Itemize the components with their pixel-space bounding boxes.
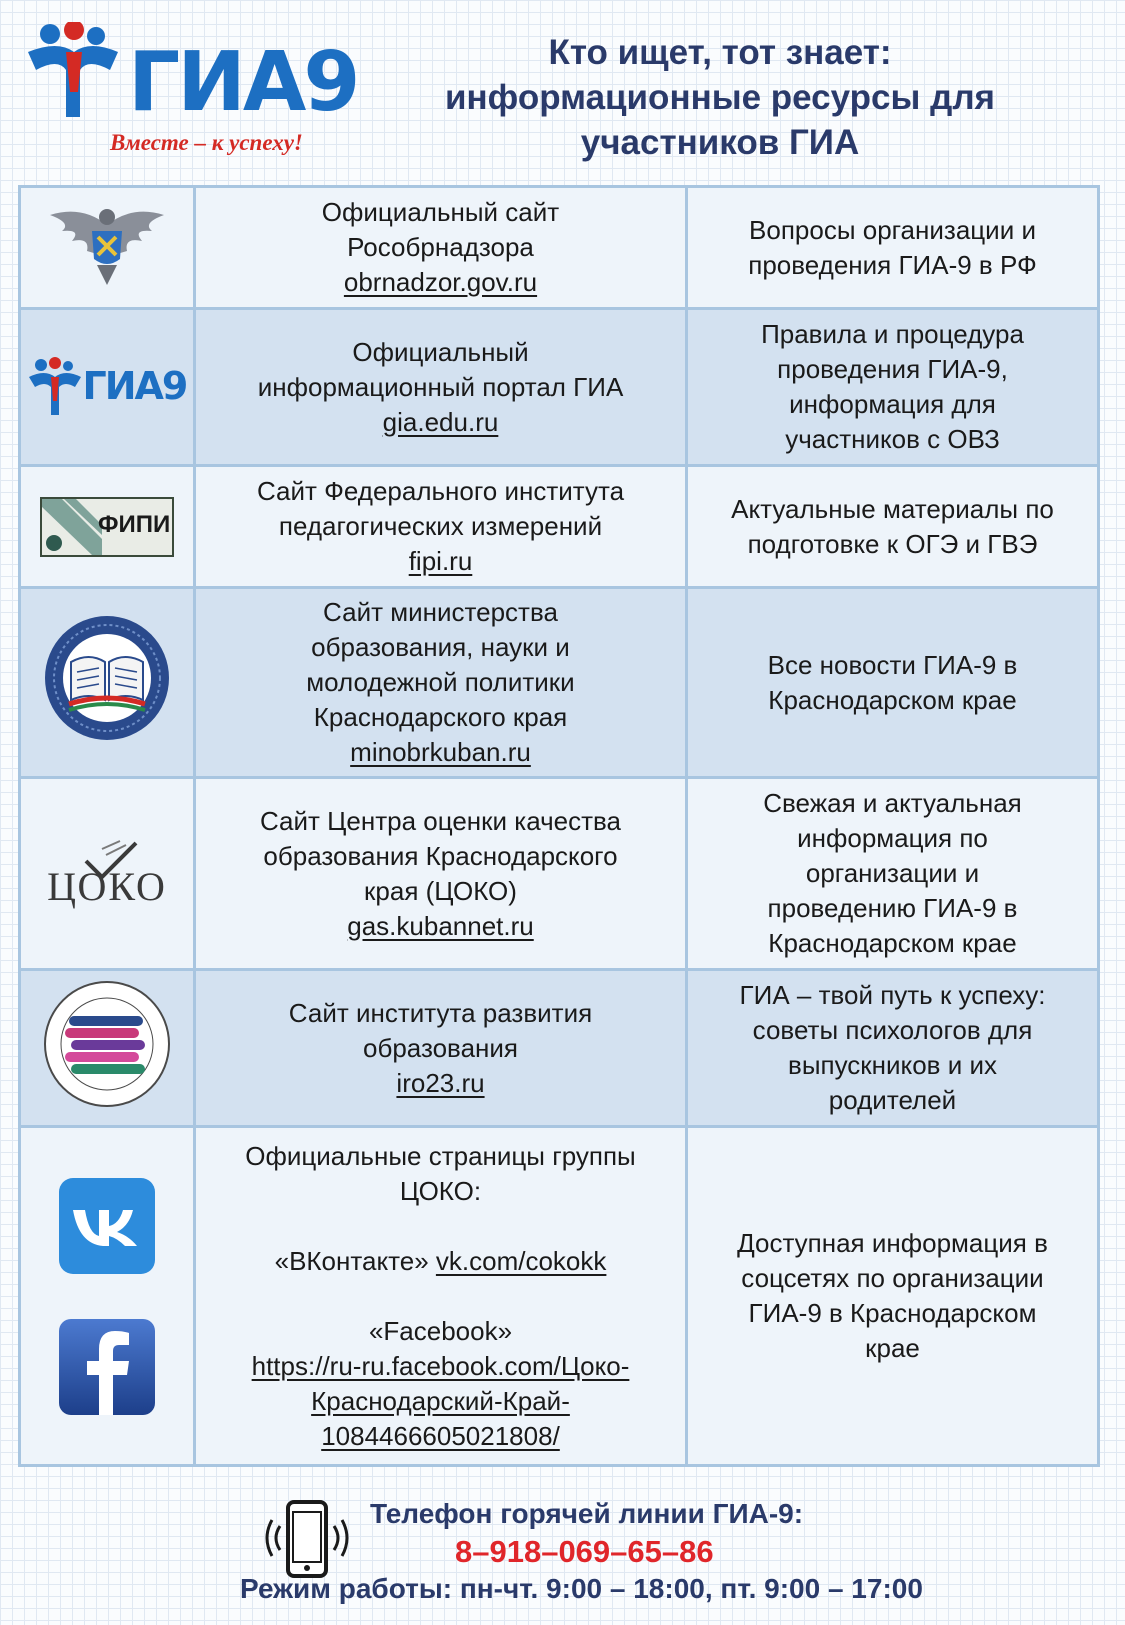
gia9-people-icon xyxy=(18,22,128,127)
table-row xyxy=(20,309,1099,466)
site-link[interactable]: obrnadzor.gov.ru xyxy=(343,267,538,297)
site-name: Официальный сайт xyxy=(321,197,560,227)
site-cell xyxy=(195,1127,687,1466)
description: ГИА-9 в Краснодарском xyxy=(748,1298,1037,1328)
description: организации и xyxy=(805,858,980,888)
description: советы психологов для xyxy=(752,1015,1033,1045)
table-row xyxy=(20,970,1099,1127)
description: информация для xyxy=(789,389,996,419)
description-cell xyxy=(687,187,1099,309)
iro-books-seal-icon xyxy=(41,978,173,1110)
description: проведению ГИА-9 в xyxy=(767,893,1018,923)
site-link[interactable]: gia.edu.ru xyxy=(382,406,499,437)
description: Вопросы организации и xyxy=(749,214,1036,245)
description-cell xyxy=(687,466,1099,588)
social-title: ЦОКО: xyxy=(399,1175,482,1206)
row-icon-cell xyxy=(20,1127,195,1466)
description: проведения ГИА-9 в РФ xyxy=(748,249,1037,280)
fb-link[interactable]: https://ru-ru.facebook.com/Цоко- xyxy=(251,1350,630,1381)
social-title: Официальные страницы группы xyxy=(245,1140,636,1171)
resources-table xyxy=(18,185,1100,1467)
site-link[interactable]: gas.kubannet.ru xyxy=(347,910,534,941)
site-name: Сайт института развития xyxy=(288,997,593,1028)
fb-link[interactable]: 108446660502​1808/ xyxy=(321,1420,560,1451)
smartphone-ringing-icon xyxy=(262,1500,352,1580)
site-link[interactable]: iro23.ru xyxy=(396,1067,485,1098)
table-row xyxy=(20,588,1099,778)
site-cell xyxy=(195,588,687,778)
description: Правила и процедура xyxy=(761,319,1024,349)
row-icon-cell xyxy=(20,970,195,1127)
gia9-small-people-icon xyxy=(25,357,83,417)
facebook-icon[interactable] xyxy=(59,1319,155,1415)
description: Актуальные материалы по xyxy=(731,493,1054,524)
table-row xyxy=(20,187,1099,309)
description-cell xyxy=(687,1127,1099,1466)
row-icon-cell xyxy=(20,778,195,970)
fipi-logo-icon xyxy=(40,497,174,557)
gia9-small-text: ГИА9 xyxy=(82,364,187,408)
site-name: информационный портал ГИА xyxy=(257,371,624,402)
rosobrnadzor-emblem-icon xyxy=(42,195,172,291)
hotline-label: Телефон горячей линии ГИА-9: xyxy=(370,1498,804,1529)
description: Доступная информация в xyxy=(737,1228,1048,1258)
site-name: образования, науки и xyxy=(311,632,570,662)
site-name: края (ЦОКО) xyxy=(364,875,517,906)
description-cell xyxy=(687,588,1099,778)
gia9-logo-icon xyxy=(25,357,190,417)
site-name: Сайт Федерального института xyxy=(256,476,625,506)
description: Свежая и актуальная xyxy=(763,788,1022,818)
description: Все новости ГИА-9 в xyxy=(767,649,1018,680)
logo-slogan: Вместе – к успеху! xyxy=(110,130,303,155)
description-cell xyxy=(687,970,1099,1127)
description: выпускников и их xyxy=(788,1050,997,1080)
fipi-text: ФИПИ xyxy=(98,510,171,538)
site-name: Сайт Центра оценки качества xyxy=(259,805,622,836)
table-row-social xyxy=(20,1127,1099,1466)
header xyxy=(0,0,1125,182)
site-link[interactable]: minobrkuban.ru xyxy=(350,737,531,767)
footer xyxy=(0,1490,1125,1625)
title-line: участников ГИА xyxy=(580,123,860,162)
ministry-book-seal-icon xyxy=(41,612,173,744)
table-row xyxy=(20,466,1099,588)
site-name: Рособрнадзора xyxy=(347,232,534,262)
fb-label: «Facebook» xyxy=(368,1315,513,1346)
description: участников с ОВЗ xyxy=(785,424,1000,454)
site-name: Официальный xyxy=(352,336,529,367)
working-hours: Режим работы: пн-чт. 9:00 – 18:00, пт. 9:00 – 17:00 xyxy=(240,1573,923,1604)
logo-text: ГИА9 xyxy=(128,35,358,130)
row-icon-cell xyxy=(20,588,195,778)
site-cell xyxy=(195,970,687,1127)
site-cell xyxy=(195,309,687,466)
description: крае xyxy=(865,1333,920,1363)
gia9-logo xyxy=(18,20,358,155)
site-link[interactable]: fipi.ru xyxy=(408,546,473,576)
title-line: информационные ресурсы для xyxy=(445,78,995,117)
coko-text: ЦОКО xyxy=(47,863,167,909)
site-name: образования Краснодарского xyxy=(263,840,618,871)
description: Краснодарском крае xyxy=(768,928,1017,958)
description: ГИА – твой путь к успеху: xyxy=(739,980,1046,1010)
site-cell xyxy=(195,187,687,309)
description: родителей xyxy=(828,1085,957,1115)
title-line: Кто ищет, тот знает: xyxy=(548,33,892,72)
site-name: педагогических измерений xyxy=(278,511,603,541)
description: подготовке к ОГЭ и ГВЭ xyxy=(747,528,1038,559)
vk-link[interactable]: vk.com/cokokk xyxy=(435,1245,607,1276)
vk-icon[interactable] xyxy=(59,1178,155,1274)
page-title xyxy=(400,30,1040,165)
description-cell xyxy=(687,309,1099,466)
description: соцсетях по организации xyxy=(741,1263,1044,1293)
site-name: Сайт министерства xyxy=(323,597,558,627)
site-name: молодежной политики xyxy=(306,667,575,697)
description: проведения ГИА-9, xyxy=(777,354,1008,384)
site-cell xyxy=(195,466,687,588)
description: информация по xyxy=(797,823,988,853)
row-icon-cell xyxy=(20,466,195,588)
site-cell xyxy=(195,778,687,970)
vk-label: «ВКонтакте» xyxy=(274,1245,429,1276)
description: Краснодарском крае xyxy=(768,684,1017,715)
hotline-phone[interactable]: 8–918–069–65–86 xyxy=(455,1534,714,1569)
fipi-stripes-icon xyxy=(42,499,102,555)
vk-line xyxy=(206,1244,675,1279)
site-name: Краснодарского края xyxy=(313,702,568,732)
table-row xyxy=(20,778,1099,970)
fb-link[interactable]: Краснодарский-Край- xyxy=(311,1385,570,1416)
coko-logo-icon xyxy=(32,839,182,909)
row-icon-cell xyxy=(20,187,195,309)
site-name: образования xyxy=(362,1032,518,1063)
row-icon-cell xyxy=(20,309,195,466)
description-cell xyxy=(687,778,1099,970)
